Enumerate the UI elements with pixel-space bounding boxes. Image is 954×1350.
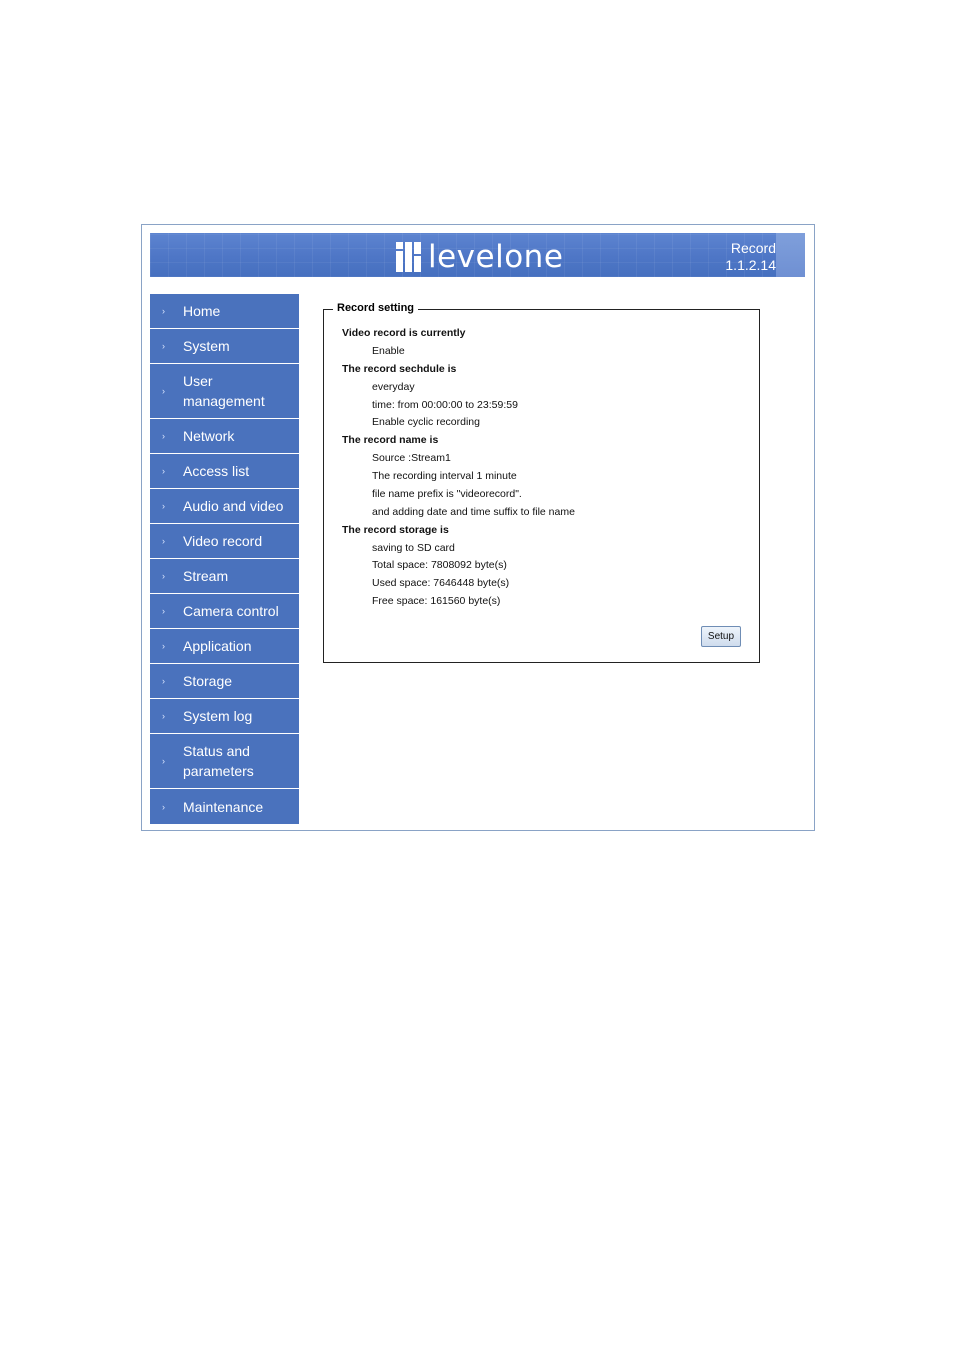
sidebar-item-maintenance[interactable] xyxy=(150,789,299,824)
sidebar-item-label: Home xyxy=(183,303,221,319)
name-suffix: and adding date and time suffix to file name xyxy=(372,506,575,518)
sidebar-item-home[interactable] xyxy=(150,294,299,329)
chevron-right-icon: › xyxy=(162,801,165,812)
record-setting-legend: Record setting xyxy=(333,302,418,314)
sidebar-item-label: Video record xyxy=(183,533,263,549)
chevron-right-icon: › xyxy=(162,536,165,546)
sidebar-item-system-log[interactable] xyxy=(150,699,299,734)
sidebar-item-label: Maintenance xyxy=(183,798,264,815)
status-heading: Video record is currently xyxy=(342,327,466,339)
chevron-right-icon: › xyxy=(162,606,165,616)
chevron-right-icon: › xyxy=(162,756,165,766)
sidebar-item-label: System log xyxy=(183,708,253,724)
sidebar-item-system[interactable] xyxy=(150,329,299,364)
storage-used: Used space: 7646448 byte(s) xyxy=(372,577,510,589)
sidebar-item-stream[interactable] xyxy=(150,559,299,594)
storage-free: Free space: 161560 byte(s) xyxy=(372,595,501,607)
chevron-right-icon: › xyxy=(162,711,165,721)
chevron-right-icon: › xyxy=(162,641,165,651)
sidebar-menu xyxy=(150,294,299,824)
sidebar-item-status-and-parameters[interactable] xyxy=(150,734,299,789)
sidebar-item-label: User management xyxy=(183,373,265,409)
sidebar-item-label: Stream xyxy=(183,568,229,584)
sidebar-item-label: Camera control xyxy=(183,603,279,619)
sidebar-item-label: System xyxy=(183,338,230,354)
name-source: Source :Stream1 xyxy=(372,452,451,464)
chevron-right-icon: › xyxy=(162,341,165,351)
sidebar-item-access-list[interactable] xyxy=(150,454,299,489)
sidebar-item-label: Network xyxy=(183,428,235,444)
levelone-logo xyxy=(396,241,563,273)
setup-button[interactable]: Setup xyxy=(701,626,741,647)
sidebar-item-label: Storage xyxy=(183,673,233,689)
schedule-day: everyday xyxy=(372,381,415,393)
storage-target: saving to SD card xyxy=(372,542,455,554)
header-banner xyxy=(150,233,805,277)
schedule-time: time: from 00:00:00 to 23:59:59 xyxy=(372,399,518,411)
chevron-right-icon: › xyxy=(162,571,165,581)
page-title-block xyxy=(725,240,776,274)
sidebar-item-label: Access list xyxy=(183,463,250,479)
name-heading: The record name is xyxy=(342,434,439,446)
storage-heading: The record storage is xyxy=(342,524,449,536)
sidebar-item-audio-and-video[interactable] xyxy=(150,489,299,524)
chevron-right-icon: › xyxy=(162,386,165,396)
chevron-right-icon: › xyxy=(162,466,165,476)
firmware-version: 1.1.2.14 xyxy=(725,257,776,273)
page-title: Record xyxy=(730,240,776,256)
schedule-cyclic: Enable cyclic recording xyxy=(372,416,480,428)
chevron-right-icon: › xyxy=(162,306,165,316)
sidebar-item-label: Status and parameters xyxy=(183,743,254,779)
storage-total: Total space: 7808092 byte(s) xyxy=(372,559,507,571)
sidebar-item-user-management[interactable] xyxy=(150,364,299,419)
brand-name: levelone xyxy=(428,239,564,275)
levelone-logo-icon xyxy=(396,242,422,272)
sidebar-item-storage[interactable] xyxy=(150,664,299,699)
chevron-right-icon: › xyxy=(162,501,165,511)
sidebar-item-video-record[interactable] xyxy=(150,524,299,559)
chevron-right-icon: › xyxy=(162,676,165,686)
sidebar-item-camera-control[interactable] xyxy=(150,594,299,629)
chevron-right-icon: › xyxy=(162,431,165,441)
banner-stripe xyxy=(776,233,805,277)
sidebar-item-network[interactable] xyxy=(150,419,299,454)
name-interval: The recording interval 1 minute xyxy=(372,470,517,482)
sidebar-item-label: Application xyxy=(183,638,252,654)
name-prefix: file name prefix is "videorecord". xyxy=(372,488,522,500)
sidebar-item-label: Audio and video xyxy=(183,498,284,514)
sidebar-item-application[interactable] xyxy=(150,629,299,664)
schedule-heading: The record sechdule is xyxy=(342,363,457,375)
status-value: Enable xyxy=(372,345,405,357)
